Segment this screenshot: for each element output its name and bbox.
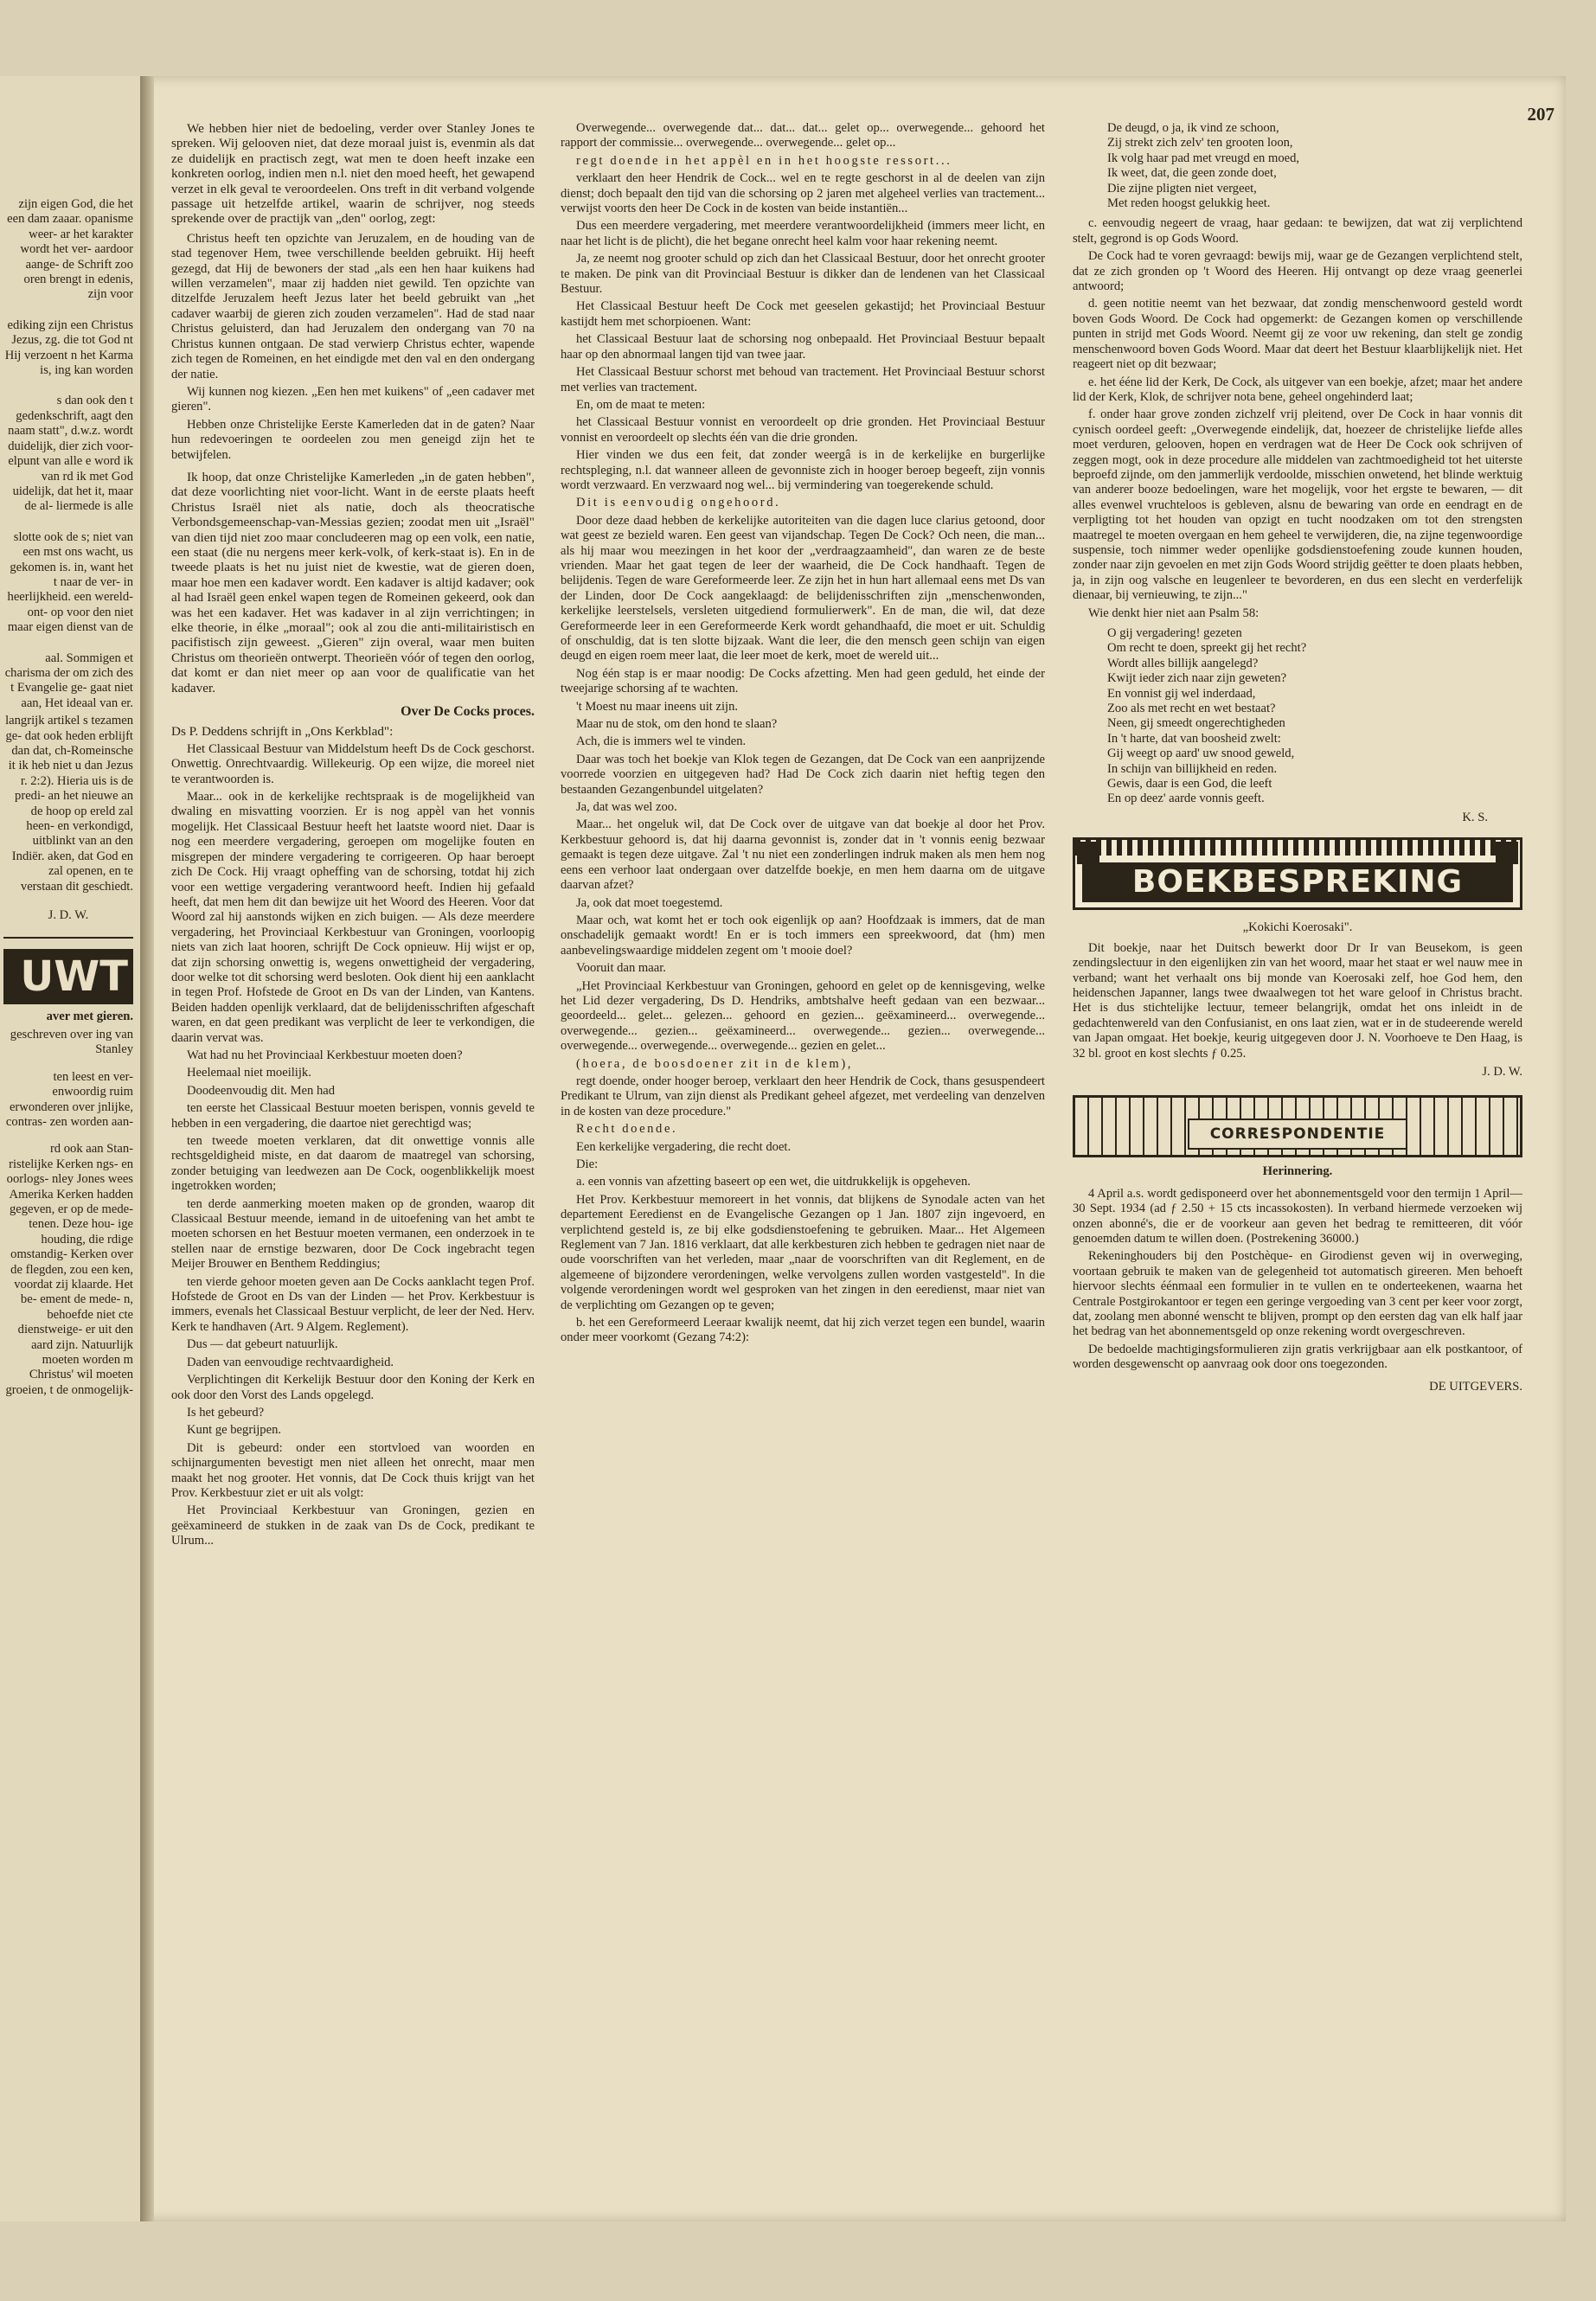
paragraph: Ja, dat was wel zoo. xyxy=(576,800,677,815)
paragraph: En, om de maat te meten: xyxy=(576,397,706,412)
paragraph: Nog één stap is er maar noodig: De Cocks afzetting. Men had geen geduld, het einde der tweejarige schorsing af te wachten. xyxy=(561,666,1045,696)
paragraph: regt doende, onder hooger beroep, verklaart den heer Hendrik de Cock, thans gesuspendeert Predikant te Ulrum, van zijn dienst als Predikant geheel afgezet, met verdeeling van denzelven in de kosten van deze procedure." xyxy=(561,1074,1045,1118)
quote-paragraph: Het Classicaal Bestuur van Middelstum heeft Ds de Cock geschorst. Onwettig. Onrechtvaardig. Willekeurig. Op een wijze, die moreel niet te verantwoorden is. xyxy=(171,741,535,786)
subheading: aver met gieren. xyxy=(46,1009,133,1024)
paragraph: e. het ééne lid der Kerk, De Cock, als uitgever van een boekje, afzet; maar het andere lid der Kerk, Klok, de schrijver nota bene, geheel ongehinderd laat; xyxy=(1073,375,1522,404)
paragraph: s dan ook den t gedenkschrift, aagt den naam statt", d.w.z. wordt duidelijk, dier zich voor- elpunt van alle e word ik van rd ik met God uidelijk, dat het it, maar de al- liermede is alle xyxy=(8,394,133,514)
quote-paragraph: Daden van eenvoudige rechtvaardigheid. xyxy=(187,1355,394,1369)
column-1 xyxy=(171,121,535,1552)
quote-paragraph: Wat had nu het Provinciaal Kerkbestuur moeten doen? xyxy=(187,1048,463,1062)
paragraph: Hier vinden we dus een feit, dat zonder weergâ is in de kerkelijke en burgerlijke rechtspleging, n.l. dat wanneer alleen de gevonniste zich in hooger beroep begeeft, zijn vonnis wordt verzwaard. En verzwaard nog wel... bij vermindering van toegerekende schuld. xyxy=(561,448,1045,492)
binding-gutter xyxy=(140,76,154,2221)
paragraph: Maar... het ongeluk wil, dat De Cock over de uitgave van dat boekje al door het Prov. Kerkbestuur gehoord is, dat hij daarna gevonnist is, zonder dat in 't vonnis eenig bezwaar gemaakt is tegen deze uitgave. Zal 't nu niet een zonderlingen indruk maken als men hem nog eens een verhoor laat ondergaan over datzelfde boekje, en men hem daarna om de uitgave daarvan afzet? xyxy=(561,817,1045,893)
quote-paragraph: Doodeenvoudig dit. Men had xyxy=(187,1083,336,1098)
quote-paragraph: ten eerste het Classicaal Bestuur moeten berispen, vonnis geveld te hebben in een vergadering, die daartoe niet gerechtigd was; xyxy=(171,1101,535,1131)
paragraph: b. het een Gereformeerd Leeraar kwalijk neemt, dat hij zich verzet tegen een bundel, waarin onder meer voorkomt (Gezang 74:2): xyxy=(561,1316,1045,1345)
paragraph: Ja, ze neemt nog grooter schuld op zich dan het Classicaal Bestuur, door het onrecht grooter te maken. De pink van dit Provinciaal Bestuur is dikker dan de lendenen van het Classicaal Bestuur. xyxy=(561,252,1045,297)
paragraph: Het Prov. Kerkbestuur memoreert in het vonnis, dat blijkens de Synodale acten van het departement Eeredienst en de Evangelische Gezangen op 1 Jan. 1807 zijn ingevoerd, en verplichtend gesteld is, ze bij elke godsdienstoefening te gebruiken. Maar... Het Algemeen Reglement van 7 Jan. 1816 verklaart, dat alle kerkbesturen zich hebben te gedragen niet naar de oude voorschriften van het verleden, maar „naar de voorschriften van dit Reglement, en de algemeene of bijzondere verordeningen, welke vervolgens zullen worden vastgesteld". In die volgende verordeningen wordt wel gesproken van het zingen in den eeredienst, maar niet van de verplichting om Gezangen op te geven; xyxy=(561,1192,1045,1312)
quote-paragraph: ten vierde gehoor moeten geven aan De Cocks aanklacht tegen Prof. Hofstede de Groot en Ds van der Linden — het Prov. Kerkbestuur is immers, evenals het Classicaal Bestuur verplicht, de leer der Ned. Herv. Kerk te handhaven (Art. 9 Algem. Reglement). xyxy=(171,1274,535,1334)
divider xyxy=(3,937,133,939)
poem: O gij vergadering! gezeten Om recht te doen, spreekt gij het recht? Wordt alles billijk aangelegd? Kwijt ieder zich naar zijn geweten? En vonnist gij wel inderdaad, Zoo als met recht en wet bestaat? Neen, gij smeedt ongerechtigheden In 't harte, dat van boosheid zwelt: Gij weegt op aard' uw snood geweld, In schijn van billijkheid en reden. Gewis, daar is een God, die leeft En op deez' aarde vonnis geeft. xyxy=(1107,626,1307,806)
paragraph: Wie denkt hier niet aan Psalm 58: xyxy=(1088,606,1259,620)
banner-title: CORRESPONDENTIE xyxy=(1188,1118,1407,1150)
paragraph: Maar nu de stok, om den hond te slaan? xyxy=(576,717,778,732)
book-title: „Kokichi Koerosaki". xyxy=(1242,920,1353,935)
paragraph: d. geen notitie neemt van het bezwaar, dat zondig menschenwoord gesteld wordt boven Gods Woord. De Cock had opgemerkt: de Gezangen komen op verschillende punten in strijd met Gods Woord. Neemt gij ze voor uw rekening, dan stelt ge zondig menschenwoord boven Gods Woord. Maar dat deert het Bestuur klaarblijkelijk niet. Het reageert niet op dit bezwaar; xyxy=(1073,297,1522,372)
column-previous-page xyxy=(3,197,133,1400)
signature: DE UITGEVERS. xyxy=(1429,1379,1522,1394)
paragraph: f. onder haar grove zonden zichzelf vrij pleitend, over De Cock in haar vonnis dit cynisch oordeel geeft: „Overwegende eindelijk, dat, hoezeer de christelijke liefde alles moet verduren, gelooven, hopen en verdragen wat de Heer De Cock ook schrijven of zeggen mogt, ook in deze procedure alle middelen van zachtmoedigheid tot het uiterste beproefd zijnde, om den jammerlijk verdoolde, misschien onwetend, het blinde werktuig van anderer booze bedoelingen, ware het mogelijk, voor het ergste te bewaren, — dit alles evenwel vruchteloos is gebleven, alsnu de bewaring van orde en eendragt en de verpligting tot het houden van opzigt en tucht noodzaken om tot den strengsten maatregel te moeten overgaan en hem geheel te verwijderen, die, na zijne tegenwoordige suspensie, toch nimmer weder openlijke godsdienstoefening zoude kunnen houden, zonder naar zijn gevoelen en met zijn Gods Woord strijdig geëtter te doen plaats hebben, ja, in zijn oog valsche en leugenleer te bevorderen, en dus een slecht en verderfelijk dienaar, bij vernieuwing, te zijn..." xyxy=(1073,407,1522,603)
signature: J. D. W. xyxy=(1482,1064,1522,1079)
book-icon xyxy=(1077,842,1099,864)
paragraph: 't Moest nu maar ineens uit zijn. xyxy=(576,699,739,714)
quote-paragraph: Het Provinciaal Kerkbestuur van Groningen, gezien en geëxamineerd de stukken in de zaak van Ds de Cock, predikant te Ulrum... xyxy=(171,1503,535,1548)
paragraph: De Cock had te voren gevraagd: bewijs mij, waar ge de Gezangen verplichtend stelt, dat ze zich gronden op 't Woord des Heeren. Hij ontvangt op deze vraag geenerlei antwoord; xyxy=(1073,249,1522,294)
paragraph: Ds P. Deddens schrijft in „Ons Kerkblad": xyxy=(171,724,394,740)
paragraph: 4 April a.s. wordt gedisponeerd over het abonnementsgeld voor den termijn 1 April—30 Sept. 1934 (ad ƒ 2.50 + 15 cts incassokosten). In verband hiermede verzoeken wij onzen abonné's, die er de voorkeur aan geven het bedrag te remitteeren, dit vóór genoemden datum te willen doen. (Postrekening 36000.) xyxy=(1073,1186,1522,1246)
banner-ornament xyxy=(1075,840,1520,856)
column-2 xyxy=(561,121,1045,1349)
paragraph: ten leest en ver- enwoordig ruim erwonderen over jnlijke, contras- zen worden aan- xyxy=(5,1069,133,1129)
banner-title: BOEKBESPREKING xyxy=(1082,862,1513,902)
page-number: 207 xyxy=(1527,104,1554,125)
quote-paragraph: Dus — dat gebeurt natuurlijk. xyxy=(187,1337,338,1352)
subheading: Herinnering. xyxy=(1262,1164,1333,1179)
quote-paragraph: Dit is gebeurd: onder een stortvloed van woorden en schijnargumenten bevestigt men niet alleen het onrecht, maar men maakt het nog grooter. Het vonnis, dat De Cock thuis krijgt van het Prov. Kerkbestuur ziet er uit als volgt: xyxy=(171,1440,535,1500)
quote-paragraph: Wij kunnen nog kiezen. „Een hen met kuikens" of „een cadaver met gieren". xyxy=(171,384,535,414)
paragraph: het Classicaal Bestuur vonnist en veroordeelt op drie gronden. Het Provinciaal Bestuur vonnist en veroordeelt op slechts één van die drie gronden. xyxy=(561,415,1045,445)
paragraph: aal. Sommigen et charisma der om zich des t Evangelie ge- gaat niet aan, Het ideaal van er. xyxy=(4,651,133,710)
paragraph: ediking zijn een Christus Jezus, zg. die tot God nt Hij verzoent n het Karma is, ing kan worden xyxy=(4,317,133,378)
paragraph: Rekeninghouders bij den Postchèque- en Girodienst geven wij in overweging, voortaan gebruik te maken van de gelegenheid tot automatisch gireeren. Men behoeft hiervoor slechts éénmaal een formulier in te vullen en te onderteekenen, waarna het Centrale Postgirokantoor er tegen een geringe vergoeding van 3 cent per keer voor zorgt, dat, zoolang men abonné wenscht te blijven, prompt op den eersten dag van elk half jaar het bedrag van het abonnementsgeld op onze rekening wordt overgeschreven. xyxy=(1073,1249,1522,1339)
quote-paragraph: ten derde aanmerking moeten maken op de gronden, waarop dit Classicaal Bestuur meende, iemand in de uitoefening van het ambt te moeten schorsen en het Bestuur moeten vermanen, een onderzoek in te stellen naar de ernstige bezwaren, door De Cock ingebracht tegen Meijer Brouwer en Benthem Reddingius; xyxy=(171,1196,535,1272)
quote-paragraph: Verplichtingen dit Kerkelijk Bestuur door den Koning der Kerk en ook door den Vorst des Lands opgelegd. xyxy=(171,1373,535,1402)
paragraph: Ik hoop, dat onze Christelijke Kamerleden „in de gaten hebben", dat deze voorlichting niet voor-licht. Want in de eerste plaats heeft Christus Israël niet als natie, doch als theocratische Verbondsgemeenschap-van-Messias gezien; zoodat men uit „Israël" van dien tijd niet zoo maar concludeeren mag op een volk, een natie, een staat (die nu nergens meer kerk-volk, of kerk-staat is). En in de tweede plaats is het nu juist niet de kwestie, wat de gieren doen, maar hoe men een kadaver wordt. Een kadaver is altijd kadaver; ook al had Israël geen enkel wapen tegen de Romeinen gekeerd, ook dan was het een kadaver. Het was kadaver in al zijn verrichtingen; in elke theorie, in élke „moraal"; ook al zou die anti-militairistisch en pacifistisch zijn geweest. „Gieren" zijn overal, waar men buiten Christus om theorieën ontwerpt. Theorieën vóór of tegen den oorlog, dat komt er dan niet meer op aan voor de qualificatie van het kadaver. xyxy=(171,469,535,695)
paragraph: Overwegende... overwegende dat... dat... dat... gelet op... overwegende... gehoord het rapport der commissie... overwegende... overwegende... gelet op... xyxy=(561,121,1045,151)
quote-paragraph: Maar... ook in de kerkelijke rechtspraak is de mogelijkheid van dwaling en misvatting voorzien. Er is nog appèl van het vonnis mogelijk. Het Classicaal Bestuur heeft het laatste woord niet. Daar is nog een meerdere vergadering, geroepen om mogelijke fouten en misgrepen der mindere vergadering te corrigeeren. Op haar beroept zich De Cock. Hij vraagt opheffing van de schorsing, totdat hij zich voor een wettige vergadering verantwoord heeft. Indien hij gefaald heeft, dat men hem dit dan bewijze uit het Woord des Heeren. Voor dat Woord zal hij aanstonds wijken en zich buigen. — Als deze meerdere vergadering, het Provinciaal Kerkbestuur van Groningen, voorloopig niets van zich laat hooren, schrijft De Cock opnieuw. Hij wijst er op, dat zijn schorsing onwettig is, wegens onwettigheid der vergadering, door welke tot dit schorsing werd besloten. Ook dient hij een aanklacht in tegen Prof. Hofstede de Groot en Ds van der Linden, van Kantens. Beiden hadden openlijk verklaard, dat de belijdenisschriften afgeschaft waren, en dat geen predikant was verplicht de leer te verkondigen, die daarin vervat was. xyxy=(171,790,535,1045)
paragraph: Daar was toch het boekje van Klok tegen de Gezangen, dat De Cock van een aanprijzende voorrede voorzien en uitgegeven had? Had De Cock zich daarin niet heftig tegen den bestaanden Gezangenbundel uitgelaten? xyxy=(561,752,1045,797)
paragraph: Het Classicaal Bestuur heeft De Cock met geeselen gekastijd; het Provinciaal Bestuur kastijdt hem met schorpioenen. Want: xyxy=(561,299,1045,329)
paragraph: verklaart den heer Hendrik de Cock... wel en te regte geschorst in al de deelen van zijn dienst; doch bepaalt den tijd van die schorsing op 2 jaren met algeheel verlies van tractement... verwijst voorts den heer De Cock in de kosten van beide instantiën... xyxy=(561,171,1045,216)
paragraph: De bedoelde machtigingsformulieren zijn gratis verkrijgbaar aan elk postkantoor, of worden desgewenscht op aanvraag ook door ons toegezonden. xyxy=(1073,1342,1522,1372)
paragraph: Ja, ook dat moet toegestemd. xyxy=(576,895,723,910)
paragraph: Ach, die is immers wel te vinden. xyxy=(576,734,747,749)
paragraph: Recht doende. xyxy=(576,1122,678,1137)
paragraph: Vooruit dan maar. xyxy=(576,961,666,976)
paragraph: Een kerkelijke vergadering, die recht doet. xyxy=(576,1139,792,1154)
quote-paragraph: ten tweede moeten verklaren, dat dit onwettige vonnis alle rechtsgeldigheid miste, en dat daarom de maatregel van schorsing, zonder betuiging van leedwezen aan De Cock, oogenblikkelijk moest ingetrokken worden; xyxy=(171,1134,535,1194)
paragraph: regt doende in het appèl en in het hoogste ressort... xyxy=(576,153,952,168)
book-review-banner xyxy=(1073,837,1522,910)
quote-paragraph: Kunt ge begrijpen. xyxy=(187,1423,282,1438)
quote-paragraph: Heelemaal niet moeilijk. xyxy=(187,1066,311,1080)
paragraph: Maar och, wat komt het er toch ook eigenlijk op aan? Hoofdzaak is immers, dat de man onschadelijk gemaakt wordt! En er is toch immers een spreekwoord, dat (hm) men aanbevelingswaardige middelen zegent om 't mooie doel? xyxy=(561,913,1045,958)
paragraph: Door deze daad hebben de kerkelijke autoriteiten van die dagen luce clarius getoond, door wat geest ze bezield waren. Een geest van vijandschap. Tegen De Cock? Och neen, die man... als hij maar wou meezingen in het koor der „verdraagzaamheid", dan waren ze de beste vrienden. Maar het gaat tegen de leer der waarheid, die De Cock handhaaft. Tegen de belijdenis. Tegen de ware Gereformeerde leer. Ze zijn het in hun hart allemaal eens met Ds van der Linden, door De Cock aangeklaagd: de belijdenisschriften zijn „menschenwonden, kerkelijke leerstelsels, versleten uitgediend formulierwerk". En de man, die wil, dat deze Gereformeerde leer in een Gereformeerde Kerk wordt gehandhaafd, die moet er uit. Schuldig of onschuldig, dat is ten slotte bijzaak. Want die leer, die den mensch geen schijn van eigen deugd en eigen roem meer laat, die leer moet de kerk, moet de wereld uit... xyxy=(561,513,1045,663)
paragraph: rd ook aan Stan- ristelijke Kerken ngs- en oorlogs- nley Jones wees Amerika Kerken hadden gegeven, er op de mede- tenen. Deze hou- ige houding, die rdige omstandig- Kerken over de flegden, zou een ken, voordat zij klaarde. Het be- ement de mede- n, behoefde niet cte dienstweige- er uit den aard zijn. Natuurlijk moeten worden m Christus' wil moeten groeien, t de onmogelijk- xyxy=(5,1142,133,1397)
paragraph: Die: xyxy=(576,1157,599,1171)
quote-paragraph: Is het gebeurd? xyxy=(187,1405,265,1420)
paragraph: (hoera, de boosdoener zit in de klem), xyxy=(576,1056,854,1071)
paragraph: „Het Provinciaal Kerkbestuur van Groningen, gehoord en gelet op de kennisgeving, welke het Lid dezer vergadering, Ds D. Hendriks, ambtshalve heeft gedaan van een bezwaar... geoordeeld... gelet... gelezen... gehoord en gezien... geëxamineerd... overwegende... overwegende... gezien... geëxamineerd... overwegende... gezien... overwegende... overwegende... overwegende... overwegende... gezien en gelet... xyxy=(561,978,1045,1054)
section-heading: Over De Cocks proces. xyxy=(401,704,535,720)
column-3 xyxy=(1073,121,1522,1397)
paragraph: Dus een meerdere vergadering, met meerdere verantwoordelijkheid (immers meer licht, en naar het licht is de plicht), die het begane onrecht heel kalm voor haar rekening neemt. xyxy=(561,219,1045,248)
paragraph: Dit is eenvoudig ongehoord. xyxy=(576,496,781,510)
paragraph: a. een vonnis van afzetting baseert op een wet, die uitdrukkelijk is opgeheven. xyxy=(576,1175,971,1189)
section-banner: UWT xyxy=(3,949,133,1004)
previous-page-edge xyxy=(0,76,145,2221)
paragraph: Het Classicaal Bestuur schorst met behoud van tractement. Het Provinciaal Bestuur schorst met verlies van tractement. xyxy=(561,365,1045,394)
paragraph: c. eenvoudig negeert de vraag, haar gedaan: te bewijzen, dat wat zij verplichtend stelt, gegrond is op Gods Woord. xyxy=(1073,216,1522,246)
quote-paragraph: Christus heeft ten opzichte van Jeruzalem, en de houding van de stad tegenover Hem, twee verschillende beelden gebruikt. Hij heeft gezegd, dat Hij de bewoners der stad „als een hen haar kuikens had willen verzamelen", maar zij hadden niet gewild. Ten opzichte van ditzelfde Jeruzalem heeft Jezus later het beeld gebruikt van „het cadaver waarbij de gieren zich zouden verzamelen". Had de stad naar Christus geluisterd, dan had Jeruzalem den ondergang van 70 na Christus kunnen ontgaan. De stad verwierp Christus echter, wapende zich tegen de Romeinen, en het eindigde met den val en den ondergang der natie. xyxy=(171,231,535,381)
paragraph: slotte ook de s; niet van een mst ons wacht, us gekomen is. in, want het t naar de ver- in heerlijkheid. een wereld-ont- op voor den niet maar eigen dienst van de xyxy=(7,529,133,635)
poem: De deugd, o ja, ik vind ze schoon, Zij strekt zich zelv' ten grooten loon, Ik volg haar pad met vreugd en moed, Ik weet, dat, die geen zonde doet, Die zijne pligten niet vergeet, Met reden hoogst gelukkig heet. xyxy=(1107,121,1300,211)
signature: J. D. W. xyxy=(48,908,89,923)
quote-paragraph: Hebben onze Christelijke Eerste Kamerleden dat in de gaten? Naar hun redevoeringen te oordeelen zou men geneigd zijn het te betwijfelen. xyxy=(171,417,535,462)
correspondence-banner xyxy=(1073,1095,1522,1157)
paragraph: langrijk artikel s tezamen ge- dat ook heden erblijft dan dat, ch-Romeinsche it ik heb niet u dan Jezus r. 2:2). Hieria uis is de predi- an het nieuwe an de hoop op ereld zal heen- en verkondigd, uitblinkt van an den Indiër. aken, dat God en zal openen, en te verstaan dit geschiedt. xyxy=(5,714,133,894)
paragraph: Dit boekje, naar het Duitsch bewerkt door Dr Ir van Beusekom, is geen zendingslectuur in den eigenlijken zin van het woord, maar het staat er wel nauw mee in verband; want het verhaalt ons bij monde van Koerosaki zelf, hoe God hem, den heidenschen Japanner, langs twee dwaalwegen tot het ware geloof in Christus bracht. Het is dus stichtelijke lectuur, temeer belangrijk, omdat het ons inleidt in de gedachtenwereld van den Confusianist, en ons laat zien, wat er in de studeerende wereld van Japan omgaat. Het boekje, keurig uitgegeven door J. N. Voorhoeve te Den Haag, is 32 bl. groot en kost slechts ƒ 0.25. xyxy=(1073,940,1522,1061)
paragraph: het Classicaal Bestuur laat de schorsing nog onbepaald. Het Provinciaal Bestuur bepaalt haar op den abnormaal langen tijd van twee jaar. xyxy=(561,332,1045,362)
paragraph: We hebben hier niet de bedoeling, verder over Stanley Jones te spreken. Wij gelooven niet, dat deze moraal juist is, evenmin als dat ze duidelijk en practisch zegt, wat men te doen heeft inzake een konkreten oorlog, indien men n.l. niet den moed heeft, het gewapend verzet in elk geval te veroordeelen. Ons treft in dit verband volgende passage uit hetzelfde artikel, waarin de schrijver, nog steeds sprekende over de practijk van „den" oorlog, zegt: xyxy=(171,121,535,227)
book-icon xyxy=(1496,842,1518,864)
paragraph: geschreven over ing van Stanley xyxy=(10,1027,133,1057)
signature: K. S. xyxy=(1462,810,1488,824)
paragraph: zijn eigen God, die het een dam zaaar. opanisme weer- ar het karakter wordt het ver- aardoor aange- de Schrift zoo oren brengt in edenis, zijn voor xyxy=(7,197,133,302)
